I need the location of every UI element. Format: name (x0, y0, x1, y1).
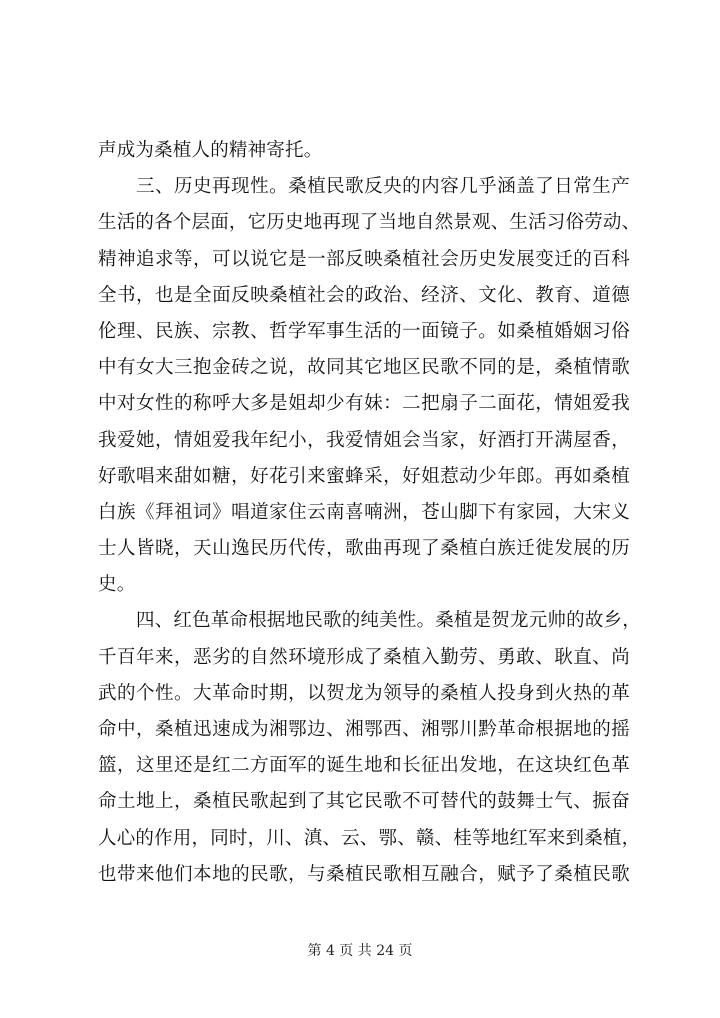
text-line: 精神追求等，可以说它是一部反映桑植社会历史发展变迁的百科 (98, 248, 630, 270)
text-line: 白族《拜祖词》唱道家住云南喜喃洲，苍山脚下有家园，大宋义 (98, 501, 630, 523)
text-line: 命中，桑植迅速成为湘鄂边、湘鄂西、湘鄂川黔革命根据地的摇 (98, 719, 630, 740)
text-line: 声成为桑植人的精神寄托。 (98, 140, 323, 161)
text-line: 篮，这里还是红二方面军的诞生地和长征出发地，在这块红色革 (98, 755, 630, 777)
text-line: 也带来他们本地的民歌，与桑植民歌相互融合，赋予了桑植民歌 (98, 863, 630, 885)
text-line: 中有女大三抱金砖之说，故同其它地区民歌不同的是，桑植情歌 (98, 357, 630, 379)
paragraph-heading-line: 三、历史再现性。桑植民歌反央的内容几乎涵盖了日常生产 (136, 176, 630, 198)
text-line: 全书，也是全面反映桑植社会的政治、经济、文化、教育、道德 (98, 284, 630, 306)
text-line: 生活的各个层面，它历史地再现了当地自然景观、生活习俗劳动、 (98, 212, 641, 234)
text-line: 伦理、民族、宗教、哲学军事生活的一面镜子。如桑植婚姻习俗 (98, 320, 630, 342)
text-line: 我爱她，情姐爱我年纪小，我爱情姐会当家，好酒打开满屋香， (98, 429, 630, 451)
text-line: 武的个性。大革命时期，以贺龙为领导的桑植人投身到火热的革 (98, 682, 630, 704)
body-text (98, 133, 641, 893)
text-line: 好歌唱来甜如糖，好花引来蜜蜂采，好姐惹动少年郎。再如桑植 (98, 465, 630, 487)
paragraph-heading-line: 四、红色革命根据地民歌的纯美性。桑植是贺龙元帅的故乡， (136, 610, 641, 632)
text-line: 命土地上，桑植民歌起到了其它民歌不可替代的鼓舞士气、振奋 (98, 791, 630, 813)
text-line: 士人皆晓，天山逸民历代传，歌曲再现了桑植白族迁徙发展的历 (98, 538, 630, 560)
page-number-footer: 第 4 页 共 24 页 (307, 943, 413, 959)
text-line: 中对女性的称呼大多是姐却少有妹：二把扇子二面花，情姐爱我 (98, 393, 630, 415)
text-line: 史。 (98, 574, 136, 596)
text-line: 人心的作用，同时，川、滇、云、鄂、赣、桂等地红军来到桑植， (98, 827, 641, 849)
text-line: 千百年来，恶劣的自然环境形成了桑植入勤劳、勇敢、耿直、尚 (98, 646, 630, 668)
